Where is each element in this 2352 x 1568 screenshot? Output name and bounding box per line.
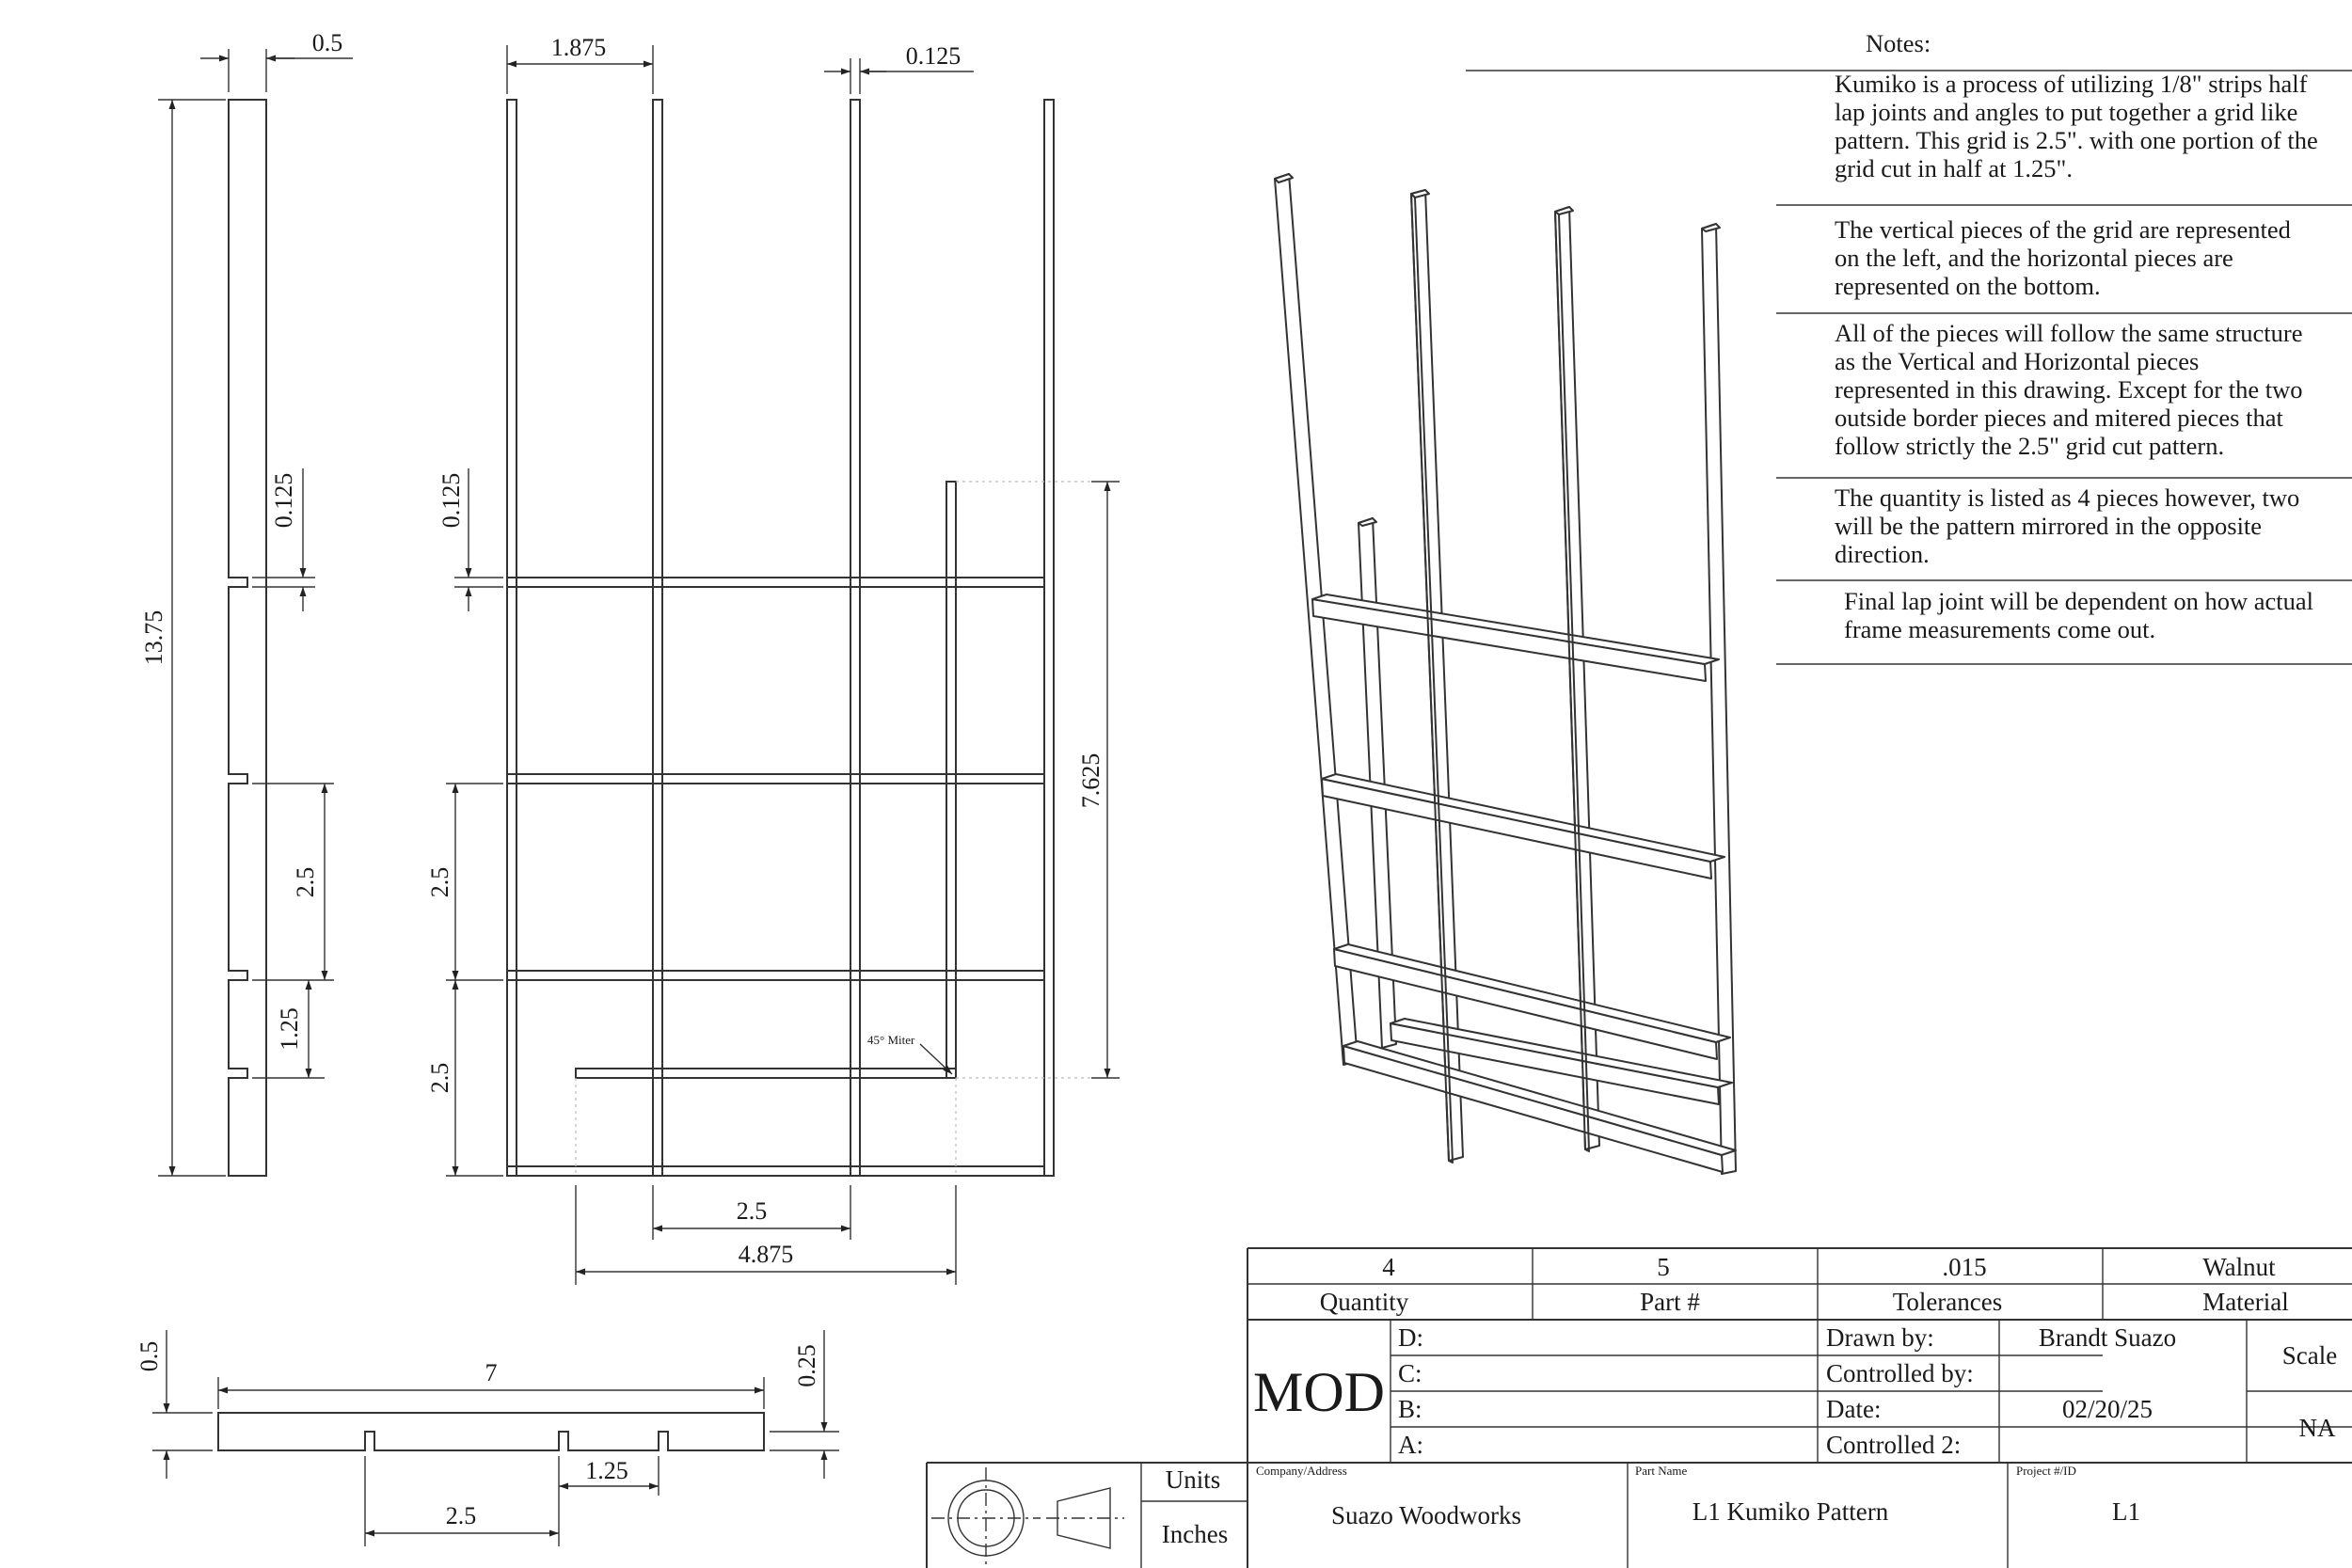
note-line: as the Vertical and Horizontal pieces	[1835, 347, 2200, 375]
controlled-by-label: Controlled by:	[1826, 1359, 1974, 1387]
note-line: outside border pieces and mitered pieces that	[1835, 404, 2283, 432]
bottom-offset-dim: 4.875	[738, 1241, 794, 1268]
side-pitch-dim: 2.5	[292, 866, 319, 898]
front-spacing-dim: 1.875	[550, 34, 607, 61]
side-width-dim: 0.5	[311, 29, 343, 56]
side-slot-dim: 0.125	[270, 472, 297, 529]
mitered-rail	[576, 1069, 956, 1078]
hz-height-dim: 0.5	[135, 1340, 163, 1372]
note-line: follow strictly the 2.5" grid cut pattern.	[1835, 432, 2225, 460]
quantity-label: Quantity	[1319, 1288, 1409, 1316]
controlled2-label: Controlled 2:	[1826, 1431, 1962, 1459]
note-line: grid cut in half at 1.25".	[1835, 154, 2073, 182]
date-label: Date:	[1826, 1395, 1882, 1423]
front-slot-dim: 0.125	[437, 472, 465, 529]
units-value: Inches	[1161, 1520, 1229, 1548]
note-line: The vertical pieces of the grid are represented	[1835, 215, 2291, 244]
note-line: lap joints and angles to put together a grid like	[1835, 98, 2298, 126]
vertical-slat	[1044, 100, 1054, 1176]
projection-symbol-icon	[931, 1467, 1124, 1568]
miter-height-dim: 7.625	[1077, 752, 1104, 809]
front-view	[426, 34, 1120, 1285]
horizontal-rail	[507, 578, 1044, 587]
iso-slat	[1411, 190, 1463, 1161]
hz-length-dim: 7	[485, 1359, 498, 1386]
tolerance-label: Tolerances	[1892, 1288, 2003, 1316]
vertical-slat	[850, 100, 860, 1176]
units-label: Units	[1165, 1465, 1221, 1494]
horizontal-profile	[218, 1413, 764, 1450]
side-profile	[229, 100, 266, 1176]
notes-panel	[1466, 29, 2352, 664]
vertical-slat	[507, 100, 516, 1176]
note-line: Kumiko is a process of utilizing 1/8" strips half	[1835, 70, 2308, 98]
date-value: 02/20/25	[2061, 1395, 2153, 1423]
front-thickness-dim: 0.125	[905, 42, 961, 70]
part-name-label: Part Name	[1635, 1464, 1688, 1478]
note-line: All of the pieces will follow the same structure	[1835, 319, 2303, 347]
part-value: 5	[1657, 1253, 1670, 1281]
drawn-by-value: Brandt Suazo	[2038, 1323, 2177, 1352]
isometric-view	[1275, 174, 1736, 1174]
hz-half-dim: 1.25	[585, 1457, 628, 1484]
note-line: represented on the bottom.	[1835, 272, 2101, 300]
note-line: pattern. This grid is 2.5". with one portion of the	[1835, 126, 2318, 154]
rev-d-label: D:	[1398, 1323, 1423, 1352]
hz-depth-dim: 0.25	[793, 1344, 820, 1387]
side-height-dim: 13.75	[140, 610, 167, 666]
material-value: Walnut	[2202, 1253, 2276, 1281]
note-line: will be the pattern mirrored in the opposite	[1835, 512, 2263, 540]
note-line: direction.	[1835, 540, 1930, 568]
horizontal-rail	[507, 774, 1044, 784]
note-line: Final lap joint will be dependent on how actual	[1844, 587, 2313, 615]
horizontal-rail	[507, 971, 1044, 980]
company-value: Suazo Woodworks	[1330, 1501, 1522, 1529]
horizontal-piece-view	[135, 1330, 839, 1546]
note-line: represented in this drawing. Except for the two	[1835, 375, 2303, 404]
company-label: Company/Address	[1256, 1464, 1347, 1478]
horizontal-rail	[507, 1166, 1044, 1176]
project-value: L1	[2112, 1497, 2140, 1526]
hz-pitch-dim: 2.5	[445, 1502, 477, 1529]
quantity-value: 4	[1382, 1253, 1395, 1281]
front-pitch-dim: 2.5	[426, 866, 453, 898]
note-line: on the left, and the horizontal pieces are	[1835, 244, 2233, 272]
notes-title: Notes:	[1866, 29, 1931, 57]
note-line: The quantity is listed as 4 pieces however, two	[1835, 483, 2300, 512]
part-name-value: L1 Kumiko Pattern	[1692, 1497, 1889, 1526]
side-view	[140, 29, 353, 1176]
project-label: Project #/ID	[2016, 1464, 2076, 1478]
rev-a-label: A:	[1398, 1431, 1423, 1459]
part-label: Part #	[1640, 1288, 1700, 1316]
rev-b-label: B:	[1398, 1395, 1422, 1423]
rev-c-label: C:	[1398, 1359, 1422, 1387]
mitered-slat	[946, 482, 956, 1078]
vertical-slat	[653, 100, 662, 1176]
miter-note: 45° Miter	[867, 1033, 915, 1047]
title-block	[927, 1248, 2352, 1568]
front-pitch-dim: 2.5	[426, 1062, 453, 1094]
scale-label: Scale	[2281, 1341, 2338, 1370]
scale-value: NA	[2298, 1414, 2336, 1442]
drawn-by-label: Drawn by:	[1826, 1323, 1934, 1352]
mod-label: MOD	[1252, 1361, 1386, 1423]
bottom-pitch-dim: 2.5	[736, 1197, 768, 1225]
side-half-dim: 1.25	[276, 1007, 303, 1051]
material-label: Material	[2202, 1288, 2289, 1316]
note-line: frame measurements come out.	[1844, 615, 2156, 643]
tolerance-value: .015	[1942, 1253, 1987, 1281]
